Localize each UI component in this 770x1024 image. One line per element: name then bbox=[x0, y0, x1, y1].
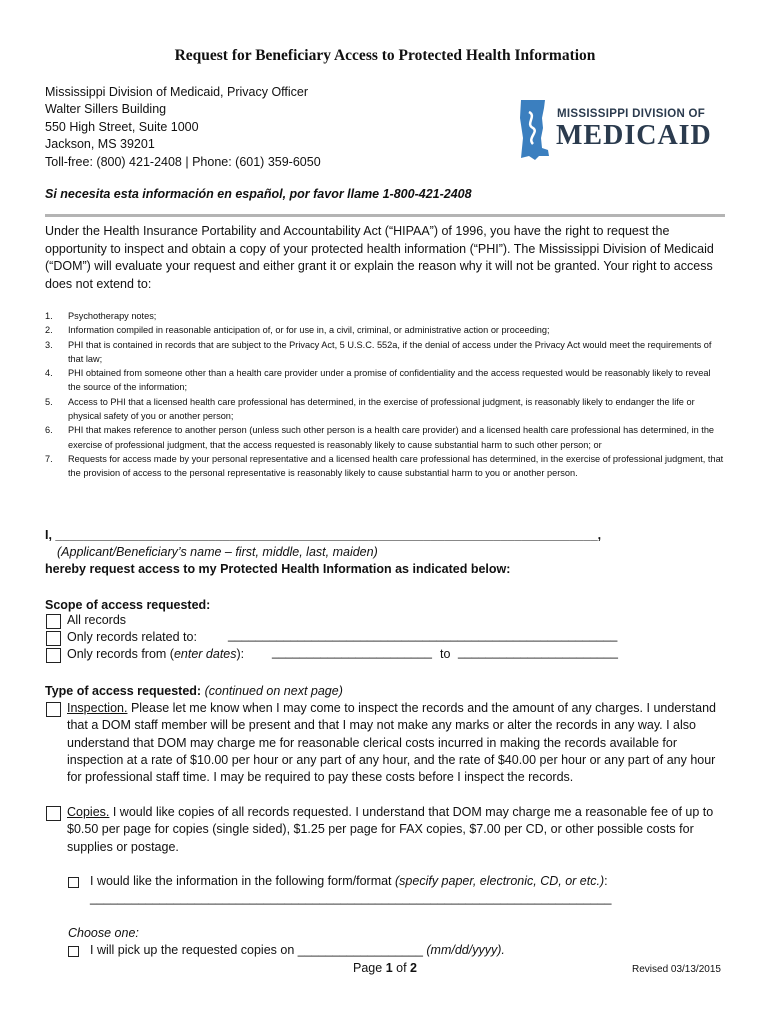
exclusion-number: 1. bbox=[45, 311, 53, 321]
exclusion-item bbox=[45, 323, 725, 337]
revision-date: Revised 03/13/2015 bbox=[632, 964, 721, 975]
spanish-notice: Si necesita esta información en español, por favor llame 1-800-421-2408 bbox=[45, 187, 472, 201]
address-line: Jackson, MS 39201 bbox=[45, 137, 155, 152]
inspection-checkbox[interactable] bbox=[46, 702, 61, 717]
page-total: 2 bbox=[410, 961, 417, 975]
logo-text-main: MEDICAID bbox=[556, 120, 712, 151]
address-line: Mississippi Division of Medicaid, Privacy Officer bbox=[45, 85, 309, 99]
inspection-text: Please let me know when I may come to inspect the records and the amount of any charges. I understand that a DOM staff member will be present and that I may not make any marks or alter the records in any way. I also understand that DOM may charge me for reasonable clerical costs incurred in making the records available for inspection at a rate of $10.00 per hour or any part of any hour, and the rate of $40.00 per hour or any part of any hour for professional staff time. I may be required to pay these costs before I inspect the records. bbox=[67, 701, 716, 785]
exclusion-text: Psychotherapy notes; bbox=[68, 311, 157, 321]
related-records-field[interactable]: ________________________________________________________ bbox=[228, 628, 618, 642]
inspection-paragraph bbox=[67, 700, 727, 786]
page-of: of bbox=[392, 961, 411, 975]
date-to-label: to bbox=[440, 647, 451, 661]
exclusion-item bbox=[45, 423, 725, 452]
date-from-field[interactable]: _______________________ bbox=[272, 645, 432, 659]
pickup-label bbox=[90, 943, 505, 957]
all-records-label: All records bbox=[67, 613, 127, 627]
exclusion-number: 4. bbox=[45, 368, 53, 379]
exclusion-item bbox=[45, 452, 725, 481]
logo-text-top: MISSISSIPPI DIVISION OF bbox=[557, 108, 706, 120]
date-range-checkbox[interactable] bbox=[46, 648, 61, 663]
format-field[interactable]: ___________________________________________________________________________ bbox=[90, 891, 612, 905]
page-current: 1 bbox=[385, 961, 393, 975]
copies-paragraph bbox=[67, 804, 727, 856]
exclusion-text: PHI obtained from someone other than a health care provider under a promise of confidentiality and the access requested would be reasonably likely to reveal the source of the information; bbox=[68, 368, 711, 393]
type-heading-note: (continued on next page) bbox=[204, 684, 343, 698]
exclusion-item bbox=[45, 395, 725, 424]
divider bbox=[45, 214, 725, 217]
type-heading-text: Type of access requested: bbox=[45, 684, 202, 698]
mailing-address bbox=[45, 84, 321, 171]
exclusion-text: Access to PHI that a licensed health care professional has determined, in the exercise of professional judgment, is reasonably likely to endanger the life or physical safety of you or another person; bbox=[68, 396, 695, 422]
date-range-label bbox=[67, 647, 244, 661]
pickup-date-field[interactable]: __________________ bbox=[297, 943, 423, 957]
address-line: Toll-free: (800) 421-2408 | Phone: (601) 359-6050 bbox=[45, 154, 321, 169]
copies-label: Copies. bbox=[67, 805, 110, 819]
date-range-close: ): bbox=[236, 647, 245, 661]
exclusion-item bbox=[45, 366, 725, 395]
exclusion-text: Information compiled in reasonable anticipation of, or for use in, a civil, criminal, or administrative action or proceeding; bbox=[68, 325, 550, 336]
copies-checkbox[interactable] bbox=[46, 806, 61, 821]
exclusion-number: 5. bbox=[45, 396, 53, 407]
type-heading bbox=[45, 684, 343, 698]
related-records-label: Only records related to: bbox=[67, 630, 197, 644]
exclusion-list bbox=[45, 309, 725, 481]
date-range-text: Only records from ( bbox=[67, 647, 174, 661]
exclusion-item bbox=[45, 338, 725, 367]
format-text: I would like the information in the following form/format bbox=[90, 874, 395, 888]
address-line: Walter Sillers Building bbox=[45, 102, 167, 117]
exclusion-text: PHI that makes reference to another person (unless such other person is a health care provider) and a licensed health care professional has determined, in the exercise of professional judgment, that the access requested is reasonably likely to cause substantial harm to such other person; or bbox=[68, 425, 715, 450]
medicaid-logo bbox=[515, 98, 715, 162]
pickup-checkbox[interactable] bbox=[68, 946, 79, 957]
exclusion-item bbox=[45, 309, 725, 323]
scope-heading: Scope of access requested: bbox=[45, 598, 211, 612]
exclusion-number: 7. bbox=[45, 453, 53, 464]
address-line: 550 High Street, Suite 1000 bbox=[45, 119, 199, 134]
exclusion-text: PHI that is contained in records that are subject to the Privacy Act, 5 U.S.C. 552a, if the denial of access under the Privacy Act would meet the requirements of that law; bbox=[68, 339, 712, 364]
page-prefix: Page bbox=[353, 961, 386, 975]
choose-one-label: Choose one: bbox=[68, 926, 139, 940]
format-hint: (specify paper, electronic, CD, or etc.) bbox=[395, 874, 605, 888]
copies-text: I would like copies of all records requested. I understand that DOM may charge me a reasonable fee of up to $0.50 per page for copies (single sided), $1.25 per page for FAX copies, $7.00 per CD, or other possible costs for supplies or postage. bbox=[67, 805, 714, 854]
pickup-text: I will pick up the requested copies on bbox=[90, 943, 298, 957]
pickup-date-hint: (mm/dd/yyyy). bbox=[422, 943, 505, 957]
related-records-checkbox[interactable] bbox=[46, 631, 61, 646]
format-label bbox=[90, 874, 608, 888]
request-statement: hereby request access to my Protected Health Information as indicated below: bbox=[45, 562, 511, 576]
all-records-checkbox[interactable] bbox=[46, 614, 61, 629]
intro-paragraph: Under the Health Insurance Portability and Accountability Act (“HIPAA”) of 1996, you have the right to request the opportunity to inspect and obtain a copy of your protected health information (“PHI”). The Mississippi Division of Medicaid (“DOM”) will evaluate your request and either grant it or explain the reason why it will not be granted. Your right to access does not extend to: bbox=[45, 224, 714, 291]
exclusion-number: 2. bbox=[45, 325, 53, 336]
applicant-name-line[interactable]: I, ______________________________________________________________________________, bbox=[45, 528, 602, 542]
inspection-label: Inspection. bbox=[67, 701, 128, 715]
format-colon: : bbox=[604, 874, 608, 888]
exclusion-number: 6. bbox=[45, 425, 53, 436]
format-checkbox[interactable] bbox=[68, 877, 79, 888]
exclusion-number: 3. bbox=[45, 339, 53, 350]
mississippi-state-icon bbox=[515, 98, 551, 162]
applicant-name-hint: (Applicant/Beneficiary’s name – first, middle, last, maiden) bbox=[57, 545, 378, 559]
page-title: Request for Beneficiary Access to Protected Health Information bbox=[174, 47, 596, 64]
date-to-field[interactable]: _______________________ bbox=[458, 645, 618, 659]
date-range-hint: enter dates bbox=[173, 647, 237, 661]
exclusion-text: Requests for access made by your personal representative and a licensed health care professional has determined, in the exercise of professional judgment, that the provision of access to the personal representative is reasonably likely to cause substantial harm to you or another person. bbox=[68, 453, 724, 479]
